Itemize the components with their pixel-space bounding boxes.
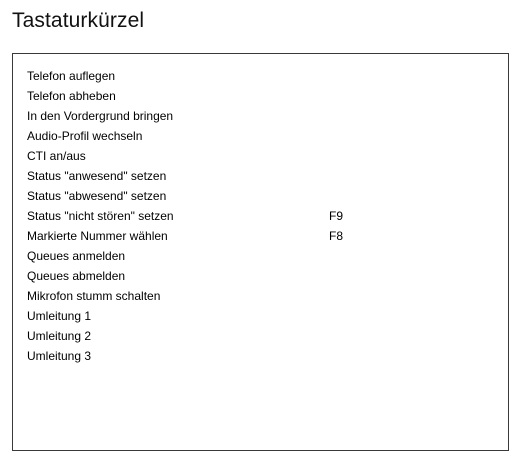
shortcut-row-audio-profile[interactable] — [27, 126, 498, 146]
shortcut-row-hang-up[interactable] — [27, 66, 498, 86]
shortcut-key[interactable]: F8 — [329, 229, 344, 243]
shortcut-label: Status "abwesend" setzen — [27, 189, 167, 203]
page-title: Tastaturkürzel — [12, 9, 145, 32]
shortcut-row-mute-mic[interactable] — [27, 286, 498, 306]
shortcut-row-status-dnd[interactable] — [27, 206, 498, 226]
shortcut-label: Status "anwesend" setzen — [27, 169, 167, 183]
shortcut-row-status-present[interactable] — [27, 166, 498, 186]
shortcut-row-redirect-3[interactable] — [27, 346, 498, 366]
shortcut-row-redirect-2[interactable] — [27, 326, 498, 346]
shortcut-row-cti-toggle[interactable] — [27, 146, 498, 166]
shortcut-row-bring-to-front[interactable] — [27, 106, 498, 126]
shortcut-label: Mikrofon stumm schalten — [27, 289, 161, 303]
shortcut-list-panel[interactable] — [12, 53, 509, 451]
shortcut-row-pick-up[interactable] — [27, 86, 498, 106]
shortcut-row-queues-logout[interactable] — [27, 266, 498, 286]
shortcut-label: Telefon auflegen — [27, 69, 116, 83]
shortcut-row-redirect-1[interactable] — [27, 306, 498, 326]
shortcut-label: Queues anmelden — [27, 249, 126, 263]
shortcut-label: Umleitung 2 — [27, 329, 92, 343]
shortcut-list — [27, 66, 498, 366]
shortcut-label: Audio-Profil wechseln — [27, 129, 143, 143]
shortcut-row-status-absent[interactable] — [27, 186, 498, 206]
shortcut-key[interactable]: F9 — [329, 209, 344, 223]
shortcut-label: Umleitung 1 — [27, 309, 92, 323]
shortcut-label: Umleitung 3 — [27, 349, 92, 363]
shortcut-label: Markierte Nummer wählen — [27, 229, 168, 243]
shortcut-row-queues-login[interactable] — [27, 246, 498, 266]
shortcut-label: Telefon abheben — [27, 89, 116, 103]
shortcut-label: Queues abmelden — [27, 269, 126, 283]
shortcut-label: Status "nicht stören" setzen — [27, 209, 174, 223]
shortcut-label: In den Vordergrund bringen — [27, 109, 174, 123]
shortcut-row-dial-selected[interactable] — [27, 226, 498, 246]
shortcut-label: CTI an/aus — [27, 149, 86, 163]
